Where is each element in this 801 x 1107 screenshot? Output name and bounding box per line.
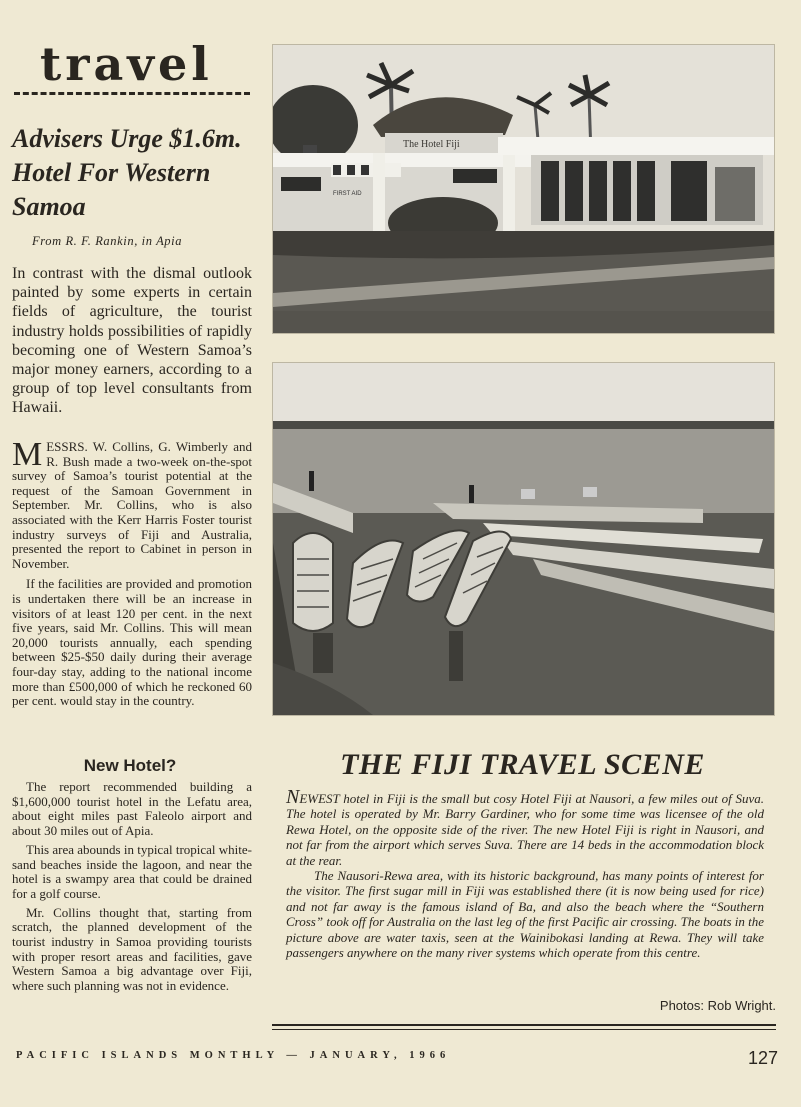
publication-footer: PACIFIC ISLANDS MONTHLY — JANUARY, 1966 bbox=[16, 1050, 451, 1061]
paragraph bbox=[286, 786, 764, 868]
paragraph: The report recommended building a $1,600,000 tourist hotel in the Lefatu area, about eight miles past Faleolo airport and about 30 miles out of Apia. bbox=[12, 779, 252, 839]
paragraph-text: ESSRS. W. Collins, G. Wimberly and R. Bush made a two-week on-the-spot survey of Samoa’s tourist potential at the request of the Samoan Government in September. Mr. Collins, who is also associated with the Kerr Harris Foster tourist industry surveys of Fiji and Australia, presented the report to Cabinet in person in November. bbox=[12, 439, 252, 571]
bottom-rule-thin bbox=[272, 1029, 776, 1030]
river-illustration bbox=[273, 363, 774, 715]
paragraph: Mr. Collins thought that, starting from scratch, the planned development of the tourist industry in Samoa providing tourists with proper resort areas and facilities, gave Western Samoa a big advantage over Fiji, where such planning was not in evidence. bbox=[12, 904, 252, 994]
first-aid-sign: FIRST AID bbox=[333, 191, 362, 197]
paragraph: This area abounds in typical tropical white-sand beaches inside the lagoon, and near the hotel is a swampy area that could be drained for a golf course. bbox=[12, 841, 252, 901]
paragraph: If the facilities are provided and promotion is undertaken there will be an increase in visitors of at least 120 per cent. in the next five years, said Mr. Collins. This will mean 20,000 tourists annually, each spending between $25-$50 daily during their average four-day stay, adding to the national income more than £500,000 of which he reckoned 60 per cent. would stay in the country. bbox=[12, 576, 252, 709]
fiji-article-body bbox=[286, 786, 765, 961]
paragraph: The Nausori-Rewa area, with its historic background, has many points of interest for the visitor. The first sugar mill in Fiji was established there (it is now being used for rice) and not far away is the famous island of Ba, and also the beach where the “Southern Cross” took off for Australia on the last leg of the first Pacific air crossing. The boats in the picture above are water taxis, seen at the Wainibokasi landing at Rewa. They will take passengers anywhere on the many river systems which operate from this centre. bbox=[286, 868, 765, 961]
hotel-illustration bbox=[273, 45, 774, 333]
fiji-article-title: THE FIJI TRAVEL SCENE bbox=[340, 748, 705, 781]
article-headline: Advisers Urge $1.6m. Hotel For Western Samoa bbox=[12, 124, 242, 221]
section-divider bbox=[14, 92, 250, 95]
section-title: travel bbox=[40, 37, 213, 91]
initial-cap: N bbox=[286, 786, 300, 808]
paragraph-text: EWEST hotel in Fiji is the small but cosy Hotel Fiji at Nausori, a few miles out of Suva. The hotel is operated by Mr. Barry Gardiner, who for some time was licensee of the old Rewa Hotel, on the opposite side of the river. The new Hotel Fiji is right in Nausori, and not far from the airport which serves Suva. There are 14 beds in the accommodation block at the rear. bbox=[286, 791, 764, 868]
water-taxis-photo bbox=[272, 362, 775, 716]
hotel-photo bbox=[272, 44, 775, 334]
page-number: 127 bbox=[747, 1048, 778, 1068]
article-body-continued bbox=[12, 780, 252, 998]
article-byline: From R. F. Rankin, in Apia bbox=[32, 234, 183, 248]
paragraph bbox=[12, 436, 252, 571]
article-lead: In contrast with the dismal outlook painted by some experts in certain fields of agriculture, the tourist industry holds possibilities of rapidly becoming one of Western Samoa’s major money earners, according to a group of top level consultants from Hawaii. bbox=[12, 265, 252, 417]
hotel-sign: The Hotel Fiji bbox=[403, 139, 460, 150]
article-body bbox=[12, 436, 252, 715]
bottom-rule bbox=[272, 1024, 776, 1026]
drop-cap: M bbox=[12, 436, 43, 473]
article-subhead: New Hotel? bbox=[83, 756, 177, 775]
photo-credit: Photos: Rob Wright. bbox=[659, 998, 776, 1013]
